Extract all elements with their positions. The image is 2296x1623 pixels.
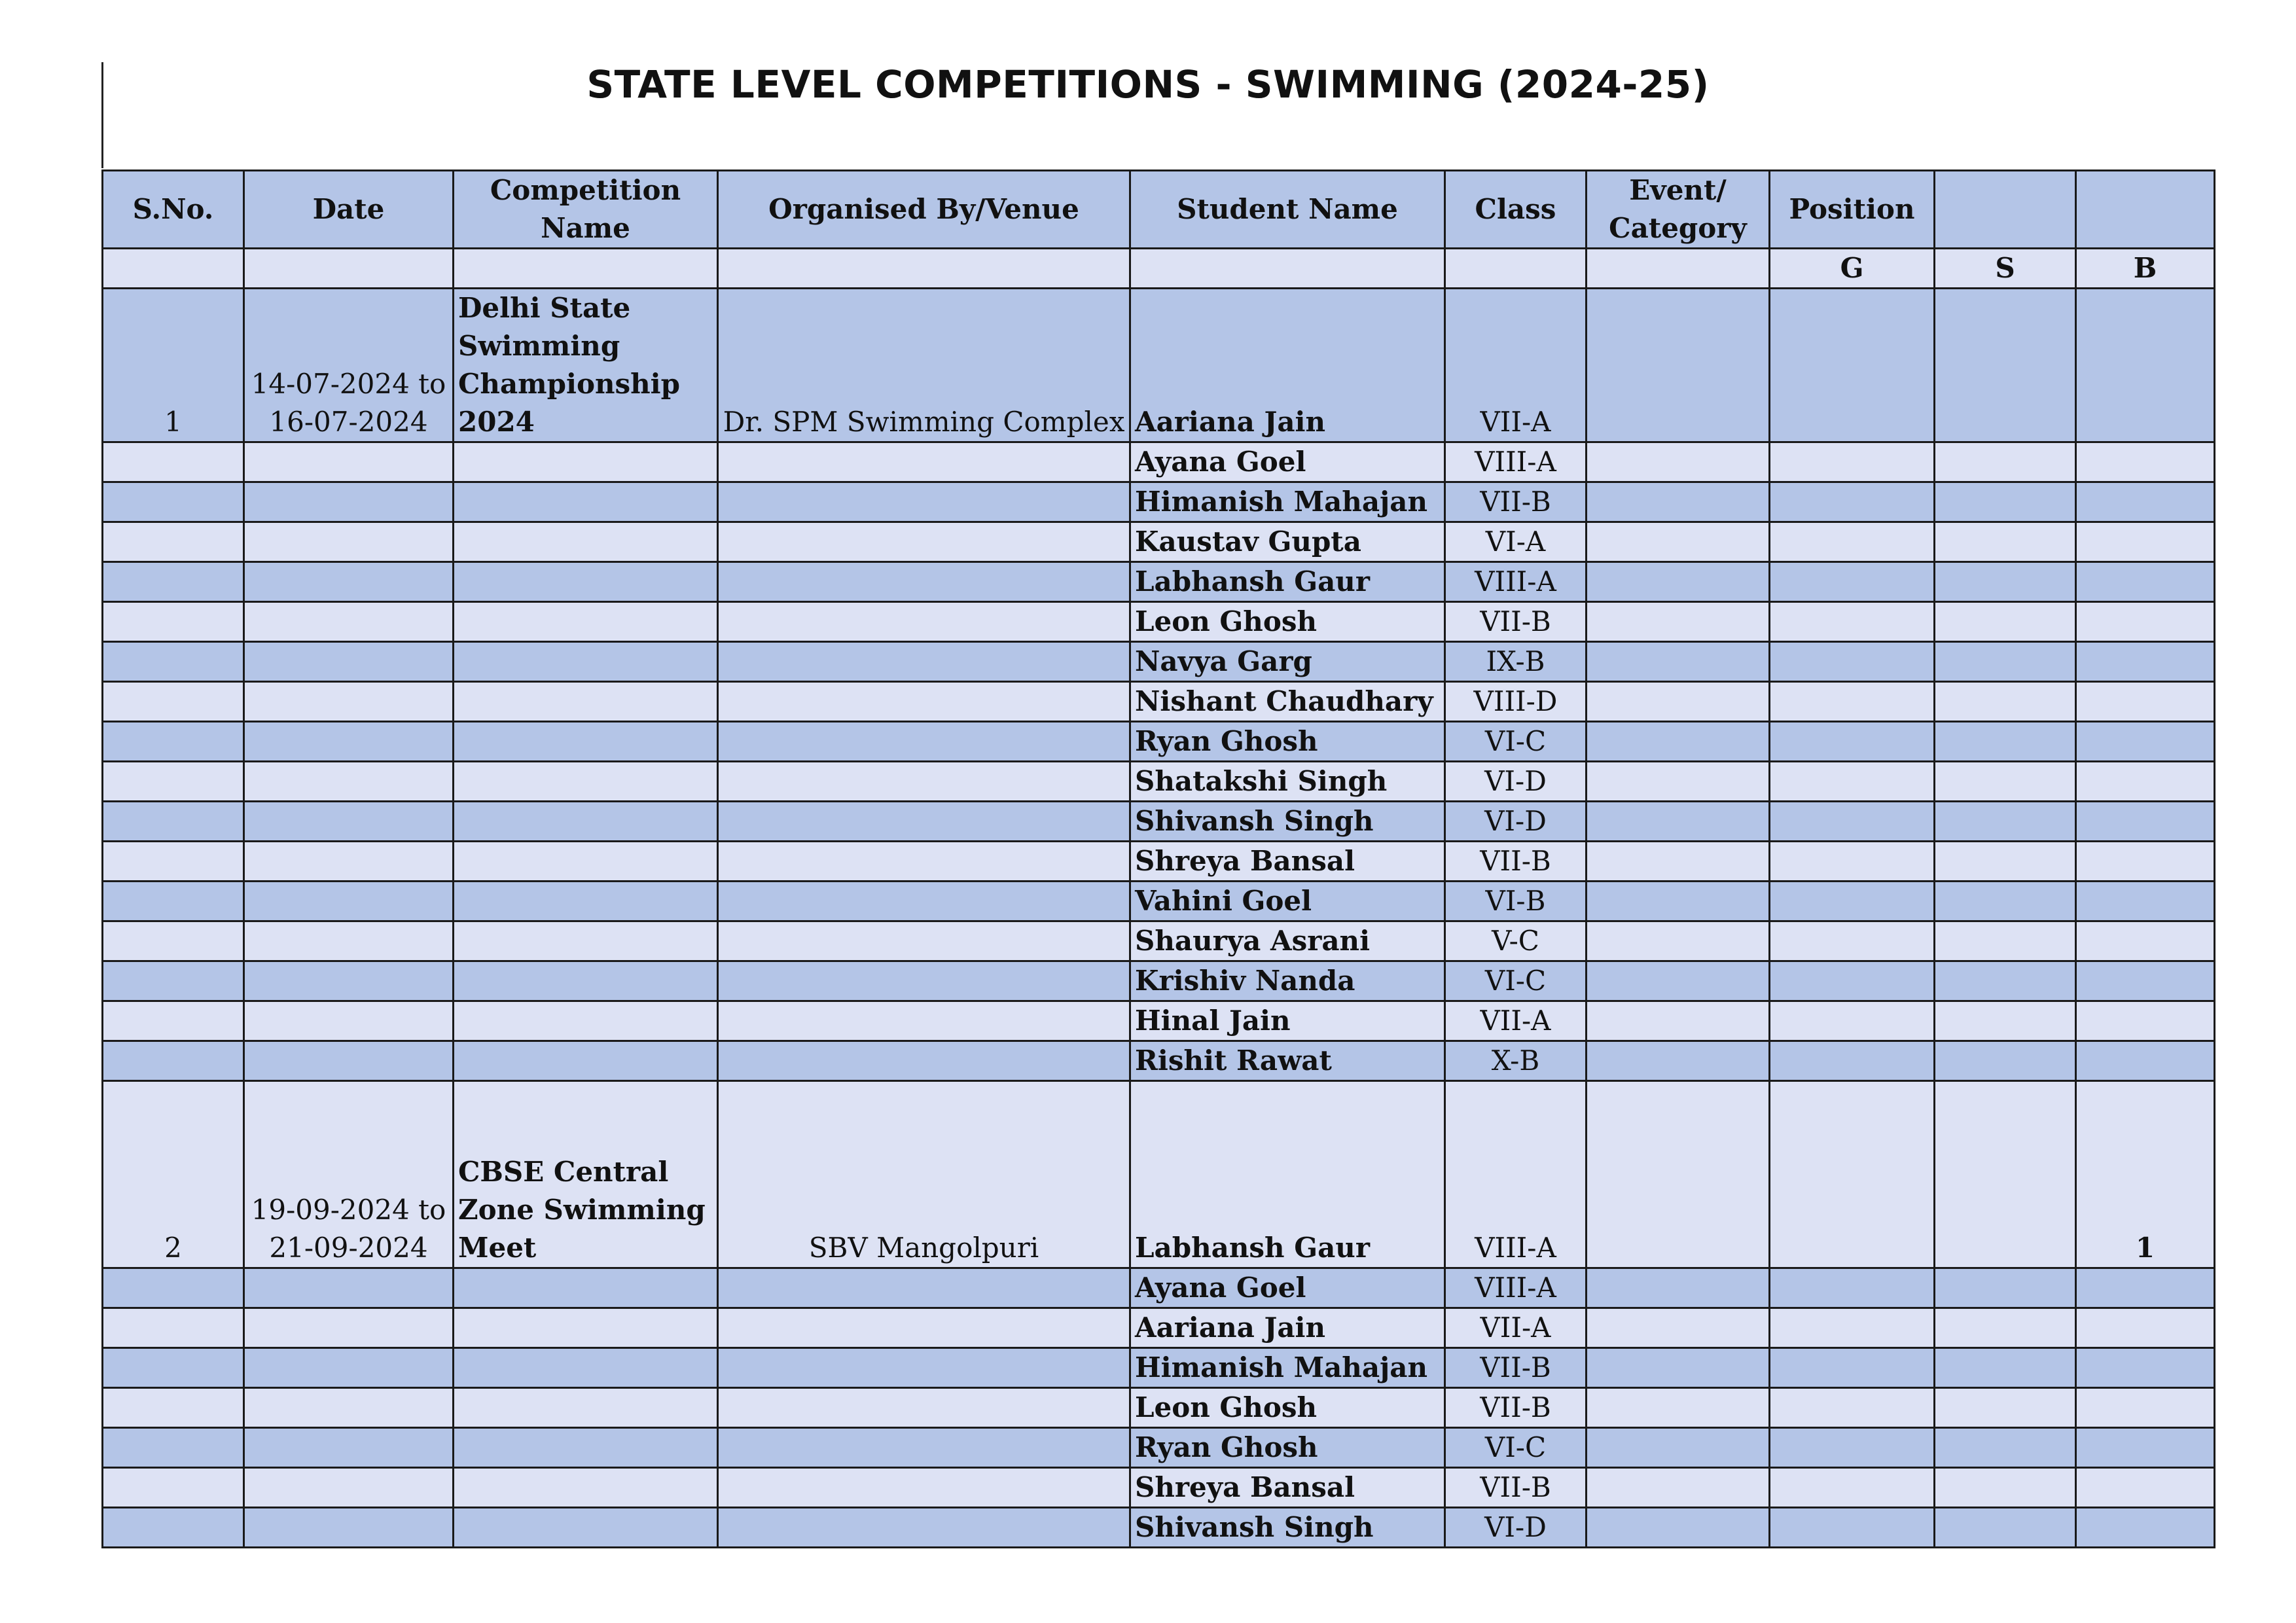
table-row xyxy=(103,1308,2215,1348)
empty-cell xyxy=(1935,762,2076,802)
empty-cell xyxy=(2076,522,2215,562)
empty-cell xyxy=(718,1041,1130,1081)
student-name-cell: Himanish Mahajan xyxy=(1130,1348,1445,1388)
empty-cell xyxy=(1935,802,2076,842)
empty-cell xyxy=(718,802,1130,842)
empty-cell xyxy=(103,961,244,1001)
empty-cell xyxy=(2076,842,2215,882)
empty-cell xyxy=(1935,921,2076,961)
empty-cell xyxy=(1935,482,2076,522)
table-row xyxy=(103,482,2215,522)
student-name-cell: Labhansh Gaur xyxy=(1130,1081,1445,1268)
empty-cell xyxy=(244,482,454,522)
sno-cell: 2 xyxy=(103,1081,244,1268)
student-name-cell: Rishit Rawat xyxy=(1130,1041,1445,1081)
student-name-cell: Shaurya Asrani xyxy=(1130,921,1445,961)
empty-cell xyxy=(1770,842,1935,882)
empty-cell xyxy=(244,522,454,562)
empty-cell xyxy=(1935,882,2076,921)
empty-cell xyxy=(1587,1001,1770,1041)
header-event: Event/ Category xyxy=(1587,171,1770,249)
student-name-cell: Shivansh Singh xyxy=(1130,802,1445,842)
empty-cell xyxy=(244,762,454,802)
empty-cell xyxy=(454,562,718,602)
empty-cell xyxy=(244,1388,454,1428)
empty-cell xyxy=(718,882,1130,921)
empty-cell xyxy=(2076,921,2215,961)
empty-cell xyxy=(1770,482,1935,522)
empty-cell xyxy=(1587,1468,1770,1508)
gold-cell xyxy=(1770,1081,1935,1268)
table-row xyxy=(103,921,2215,961)
header-sno: S.No. xyxy=(103,171,244,249)
empty-cell xyxy=(103,1001,244,1041)
class-cell: VII-A xyxy=(1445,289,1587,442)
table-row xyxy=(103,1428,2215,1468)
student-name-cell: Hinal Jain xyxy=(1130,1001,1445,1041)
empty-cell xyxy=(2076,1388,2215,1428)
header-silver: S xyxy=(1935,249,2076,289)
empty-cell xyxy=(103,762,244,802)
table-row xyxy=(103,602,2215,642)
empty-cell xyxy=(1587,482,1770,522)
empty-cell xyxy=(454,1308,718,1348)
student-name-cell: Kaustav Gupta xyxy=(1130,522,1445,562)
empty-cell xyxy=(103,642,244,682)
empty-cell xyxy=(1935,642,2076,682)
empty-cell xyxy=(103,1348,244,1388)
empty-cell xyxy=(1770,642,1935,682)
header-student: Student Name xyxy=(1130,171,1445,249)
empty-cell xyxy=(1587,642,1770,682)
empty-cell xyxy=(1770,1468,1935,1508)
empty-cell xyxy=(1935,1388,2076,1428)
empty-cell xyxy=(103,1468,244,1508)
empty-cell xyxy=(1770,602,1935,642)
empty-cell xyxy=(244,1508,454,1548)
table-row xyxy=(103,762,2215,802)
empty-cell xyxy=(1770,1428,1935,1468)
empty-cell xyxy=(718,522,1130,562)
empty-cell xyxy=(103,602,244,642)
empty-cell xyxy=(718,1468,1130,1508)
empty-cell xyxy=(2076,482,2215,522)
empty-cell xyxy=(2076,722,2215,762)
empty-cell xyxy=(2076,682,2215,722)
gold-cell xyxy=(1770,289,1935,442)
student-name-cell: Shatakshi Singh xyxy=(1130,762,1445,802)
empty-cell xyxy=(1770,682,1935,722)
empty-cell xyxy=(1587,1348,1770,1388)
empty-cell xyxy=(103,1308,244,1348)
empty-cell xyxy=(1587,1428,1770,1468)
table-body xyxy=(103,289,2215,1548)
student-name-cell: Nishant Chaudhary xyxy=(1130,682,1445,722)
header-gold: G xyxy=(1770,249,1935,289)
header-position-b xyxy=(2076,171,2215,249)
empty-cell xyxy=(103,562,244,602)
empty-cell xyxy=(244,921,454,961)
empty-cell xyxy=(454,1468,718,1508)
competition-row xyxy=(103,1081,2215,1268)
empty-cell xyxy=(1587,442,1770,482)
class-cell: V-C xyxy=(1445,921,1587,961)
empty-cell xyxy=(1935,1508,2076,1548)
table-row xyxy=(103,1388,2215,1428)
empty-cell xyxy=(1587,722,1770,762)
empty-cell xyxy=(244,1041,454,1081)
competition-cell: Delhi State Swimming Championship 2024 xyxy=(454,289,718,442)
student-name-cell: Shivansh Singh xyxy=(1130,1508,1445,1548)
empty-cell xyxy=(2076,1268,2215,1308)
empty-cell xyxy=(454,1348,718,1388)
empty-cell xyxy=(454,882,718,921)
empty-cell xyxy=(1935,1428,2076,1468)
empty-cell xyxy=(1770,1001,1935,1041)
empty-cell xyxy=(1770,722,1935,762)
table-row xyxy=(103,802,2215,842)
class-cell: VI-A xyxy=(1445,522,1587,562)
student-name-cell: Shreya Bansal xyxy=(1130,1468,1445,1508)
empty-cell xyxy=(454,442,718,482)
class-cell: VII-A xyxy=(1445,1001,1587,1041)
empty-cell xyxy=(1587,762,1770,802)
class-cell: VI-B xyxy=(1445,882,1587,921)
empty-cell xyxy=(1587,602,1770,642)
header-position: Position xyxy=(1770,171,1935,249)
table-row xyxy=(103,642,2215,682)
empty-cell xyxy=(103,882,244,921)
header-bronze: B xyxy=(2076,249,2215,289)
empty-cell xyxy=(103,802,244,842)
empty-cell xyxy=(103,442,244,482)
empty-cell xyxy=(244,961,454,1001)
empty-cell xyxy=(718,722,1130,762)
medal-subheader-row xyxy=(103,249,2215,289)
empty-cell xyxy=(1770,1268,1935,1308)
empty-cell xyxy=(1587,842,1770,882)
empty-cell xyxy=(454,1001,718,1041)
table-row xyxy=(103,522,2215,562)
empty-cell xyxy=(1935,1468,2076,1508)
empty-cell xyxy=(103,1388,244,1428)
competition-cell: CBSE Central Zone Swimming Meet xyxy=(454,1081,718,1268)
empty-cell xyxy=(454,1041,718,1081)
empty-cell xyxy=(244,802,454,842)
empty-cell xyxy=(1770,1388,1935,1428)
student-name-cell: Himanish Mahajan xyxy=(1130,482,1445,522)
empty-cell xyxy=(1935,722,2076,762)
sno-cell: 1 xyxy=(103,289,244,442)
class-cell: VII-B xyxy=(1445,1388,1587,1428)
student-name-cell: Leon Ghosh xyxy=(1130,602,1445,642)
empty-cell xyxy=(1587,1041,1770,1081)
bronze-cell xyxy=(2076,289,2215,442)
empty-cell xyxy=(1935,522,2076,562)
empty-cell xyxy=(1935,1308,2076,1348)
student-name-cell: Navya Garg xyxy=(1130,642,1445,682)
empty-cell xyxy=(1935,1041,2076,1081)
empty-cell xyxy=(244,602,454,642)
empty-cell xyxy=(2076,802,2215,842)
event-cell xyxy=(1587,1081,1770,1268)
empty-cell xyxy=(244,842,454,882)
empty-cell xyxy=(1587,961,1770,1001)
empty-cell xyxy=(718,602,1130,642)
empty-cell xyxy=(103,1508,244,1548)
empty-cell xyxy=(454,722,718,762)
empty-cell xyxy=(1587,1268,1770,1308)
empty-cell xyxy=(1935,842,2076,882)
student-name-cell: Shreya Bansal xyxy=(1130,842,1445,882)
table-row xyxy=(103,1041,2215,1081)
class-cell: VI-C xyxy=(1445,961,1587,1001)
empty-cell xyxy=(718,562,1130,602)
class-cell: VI-D xyxy=(1445,1508,1587,1548)
class-cell: VIII-A xyxy=(1445,442,1587,482)
empty-cell xyxy=(1770,1041,1935,1081)
empty-cell xyxy=(718,1268,1130,1308)
header-class: Class xyxy=(1445,171,1587,249)
empty-cell xyxy=(2076,882,2215,921)
empty-cell xyxy=(1935,442,2076,482)
table-row xyxy=(103,1508,2215,1548)
empty-cell xyxy=(454,961,718,1001)
empty-cell xyxy=(1935,562,2076,602)
table-row xyxy=(103,1268,2215,1308)
table-row xyxy=(103,1348,2215,1388)
venue-cell: SBV Mangolpuri xyxy=(718,1081,1130,1268)
empty-cell xyxy=(1770,442,1935,482)
empty-cell xyxy=(244,1001,454,1041)
empty-cell xyxy=(103,682,244,722)
empty-cell xyxy=(718,961,1130,1001)
header-competition: Competition Name xyxy=(454,171,718,249)
empty-cell xyxy=(718,1428,1130,1468)
empty-cell xyxy=(103,522,244,562)
date-cell: 19-09-2024 to 21-09-2024 xyxy=(244,1081,454,1268)
empty-cell xyxy=(244,442,454,482)
date-cell: 14-07-2024 to 16-07-2024 xyxy=(244,289,454,442)
empty-cell xyxy=(2076,642,2215,682)
empty-cell xyxy=(244,562,454,602)
empty-cell xyxy=(244,1308,454,1348)
class-cell: VII-B xyxy=(1445,1348,1587,1388)
class-cell: IX-B xyxy=(1445,642,1587,682)
header-date: Date xyxy=(244,171,454,249)
empty-cell xyxy=(2076,1508,2215,1548)
empty-cell xyxy=(718,682,1130,722)
empty-cell xyxy=(718,1308,1130,1348)
table-row xyxy=(103,882,2215,921)
table-row xyxy=(103,842,2215,882)
empty-cell xyxy=(1587,682,1770,722)
empty-cell xyxy=(454,642,718,682)
empty-cell xyxy=(718,642,1130,682)
empty-cell xyxy=(103,722,244,762)
event-cell xyxy=(1587,289,1770,442)
empty-cell xyxy=(244,1268,454,1308)
class-cell: VII-B xyxy=(1445,1468,1587,1508)
competition-row xyxy=(103,289,2215,442)
empty-cell xyxy=(454,1388,718,1428)
empty-cell xyxy=(2076,1468,2215,1508)
table-row xyxy=(103,961,2215,1001)
empty-cell xyxy=(1770,522,1935,562)
empty-cell xyxy=(1770,762,1935,802)
table-row xyxy=(103,722,2215,762)
empty-cell xyxy=(244,882,454,921)
class-cell: VI-D xyxy=(1445,802,1587,842)
empty-cell xyxy=(103,842,244,882)
empty-cell xyxy=(2076,1001,2215,1041)
empty-cell xyxy=(454,602,718,642)
empty-cell xyxy=(718,1001,1130,1041)
table-row xyxy=(103,1468,2215,1508)
class-cell: VIII-A xyxy=(1445,1268,1587,1308)
empty-cell xyxy=(718,1348,1130,1388)
empty-cell xyxy=(2076,1348,2215,1388)
empty-cell xyxy=(1770,1508,1935,1548)
empty-cell xyxy=(1587,1508,1770,1548)
empty-cell xyxy=(1935,682,2076,722)
empty-cell xyxy=(1587,522,1770,562)
class-cell: VI-C xyxy=(1445,1428,1587,1468)
page-title: STATE LEVEL COMPETITIONS - SWIMMING (2024-25) xyxy=(586,62,1710,107)
empty-cell xyxy=(1770,961,1935,1001)
student-name-cell: Leon Ghosh xyxy=(1130,1388,1445,1428)
empty-cell xyxy=(2076,562,2215,602)
empty-cell xyxy=(1587,1308,1770,1348)
student-name-cell: Ryan Ghosh xyxy=(1130,722,1445,762)
results-table xyxy=(101,169,2215,1548)
header-row xyxy=(103,171,2215,249)
empty-cell xyxy=(454,1508,718,1548)
class-cell: VII-A xyxy=(1445,1308,1587,1348)
empty-cell xyxy=(2076,1308,2215,1348)
empty-cell xyxy=(1770,1308,1935,1348)
empty-cell xyxy=(454,842,718,882)
empty-cell xyxy=(718,842,1130,882)
empty-cell xyxy=(1770,882,1935,921)
empty-cell xyxy=(1587,562,1770,602)
empty-cell xyxy=(1935,1001,2076,1041)
empty-cell xyxy=(103,482,244,522)
empty-cell xyxy=(1935,602,2076,642)
empty-cell xyxy=(1770,562,1935,602)
student-name-cell: Ayana Goel xyxy=(1130,1268,1445,1308)
empty-cell xyxy=(454,1428,718,1468)
class-cell: VI-C xyxy=(1445,722,1587,762)
table-row xyxy=(103,1001,2215,1041)
empty-cell xyxy=(2076,442,2215,482)
empty-cell xyxy=(454,921,718,961)
student-name-cell: Aariana Jain xyxy=(1130,1308,1445,1348)
empty-cell xyxy=(718,1388,1130,1428)
empty-cell xyxy=(103,1428,244,1468)
empty-cell xyxy=(1770,1348,1935,1388)
empty-cell xyxy=(244,722,454,762)
class-cell: VIII-D xyxy=(1445,682,1587,722)
class-cell: VII-B xyxy=(1445,602,1587,642)
empty-cell xyxy=(454,802,718,842)
silver-cell xyxy=(1935,289,2076,442)
empty-cell xyxy=(454,482,718,522)
empty-cell xyxy=(1935,1268,2076,1308)
empty-cell xyxy=(1770,921,1935,961)
empty-cell xyxy=(1770,802,1935,842)
student-name-cell: Vahini Goel xyxy=(1130,882,1445,921)
empty-cell xyxy=(718,482,1130,522)
empty-cell xyxy=(1587,882,1770,921)
empty-cell xyxy=(454,682,718,722)
student-name-cell: Ayana Goel xyxy=(1130,442,1445,482)
class-cell: VIII-A xyxy=(1445,1081,1587,1268)
header-venue: Organised By/Venue xyxy=(718,171,1130,249)
silver-cell xyxy=(1935,1081,2076,1268)
empty-cell xyxy=(103,921,244,961)
class-cell: VIII-A xyxy=(1445,562,1587,602)
empty-cell xyxy=(454,522,718,562)
empty-cell xyxy=(1935,1348,2076,1388)
empty-cell xyxy=(1587,1388,1770,1428)
empty-cell xyxy=(2076,1041,2215,1081)
empty-cell xyxy=(244,1348,454,1388)
header-position-s xyxy=(1935,171,2076,249)
empty-cell xyxy=(2076,762,2215,802)
empty-cell xyxy=(1587,921,1770,961)
student-name-cell: Krishiv Nanda xyxy=(1130,961,1445,1001)
empty-cell xyxy=(244,642,454,682)
bronze-cell: 1 xyxy=(2076,1081,2215,1268)
empty-cell xyxy=(2076,961,2215,1001)
student-name-cell: Ryan Ghosh xyxy=(1130,1428,1445,1468)
class-cell: X-B xyxy=(1445,1041,1587,1081)
table-row xyxy=(103,562,2215,602)
empty-cell xyxy=(244,1468,454,1508)
empty-cell xyxy=(454,1268,718,1308)
empty-cell xyxy=(2076,1428,2215,1468)
class-cell: VII-B xyxy=(1445,842,1587,882)
venue-cell: Dr. SPM Swimming Complex xyxy=(718,289,1130,442)
empty-cell xyxy=(454,762,718,802)
empty-cell xyxy=(2076,602,2215,642)
empty-cell xyxy=(718,762,1130,802)
table-row xyxy=(103,442,2215,482)
empty-cell xyxy=(1935,961,2076,1001)
class-cell: VII-B xyxy=(1445,482,1587,522)
class-cell: VI-D xyxy=(1445,762,1587,802)
empty-cell xyxy=(103,1041,244,1081)
empty-cell xyxy=(1587,802,1770,842)
empty-cell xyxy=(244,682,454,722)
student-name-cell: Labhansh Gaur xyxy=(1130,562,1445,602)
empty-cell xyxy=(244,1428,454,1468)
empty-cell xyxy=(718,442,1130,482)
table-row xyxy=(103,682,2215,722)
empty-cell xyxy=(103,1268,244,1308)
student-name-cell: Aariana Jain xyxy=(1130,289,1445,442)
empty-cell xyxy=(718,1508,1130,1548)
empty-cell xyxy=(718,921,1130,961)
